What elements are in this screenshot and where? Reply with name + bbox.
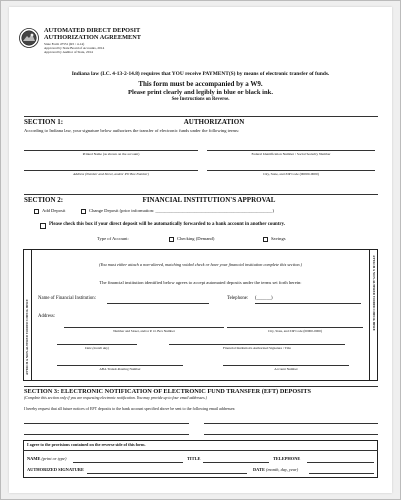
w9-requirement: This form must be accompanied by a W9. [138, 80, 263, 88]
fi-telephone-label: Telephone: [227, 296, 249, 301]
telephone-label: TELEPHONE [273, 456, 301, 461]
fi-city-label: City, State, and ZIP Code (00000-0000) [268, 329, 322, 333]
checking-checkbox[interactable] [169, 237, 174, 242]
fi-agreement-text: The financial institution identified below agrees to accept automated deposits under the terms set forth herein: [99, 280, 302, 285]
email-field-4[interactable] [204, 434, 378, 435]
fi-city-field[interactable] [227, 327, 363, 328]
form-title-line1: AUTOMATED DIRECT DEPOSIT [44, 27, 141, 34]
title-field[interactable] [203, 462, 269, 463]
section1-title: AUTHORIZATION [183, 118, 245, 126]
account-number-field[interactable] [223, 365, 349, 366]
checking-label: Checking (Demand) [177, 236, 215, 241]
savings-label: Savings [271, 236, 286, 241]
state-seal-logo [19, 28, 39, 48]
printed-name-label: Printed Name (as shown on the account) [82, 152, 140, 156]
address-field[interactable] [24, 170, 198, 171]
change-deposit-label: Change Deposit (prior information: ___________________________________________________) [89, 208, 275, 213]
form-info-line: State Form 47551 (R5 / 4-14) [44, 42, 85, 46]
forward-foreign-label: Please check this box if your direct deposit will be automatically forwarded to a bank account in another country. [49, 222, 285, 227]
law-statement: Indiana law (I.C. 4-13-2-14.8) requires that YOU receive PAYMENT(S) by means of electronic transfer of funds. [71, 71, 330, 77]
aba-routing-field[interactable] [57, 365, 183, 366]
email-field-1[interactable] [24, 423, 189, 424]
fi-street-field[interactable] [64, 327, 224, 328]
aba-routing-label: ABA Transit-Routing Number [99, 367, 141, 371]
agreement-statement: I agree to the provisions contained on the reverse side of this form. [27, 442, 146, 447]
city-field[interactable] [207, 170, 375, 171]
section2-rule [24, 194, 378, 195]
account-number-label: Account Number [274, 367, 298, 371]
date-field[interactable] [309, 473, 374, 474]
form-page [9, 7, 392, 493]
add-deposit-label: Add Deposit [42, 208, 66, 213]
section1-heading: SECTION 1: [24, 118, 64, 126]
fi-name-label: Name of Financial Institution: [38, 296, 96, 301]
authorized-signature-label: AUTHORIZED SIGNATURE [27, 467, 84, 472]
form-title-line2: AUTHORIZATION AGREEMENT [44, 34, 141, 41]
fi-address-label: Address: [38, 314, 56, 319]
voided-check-side-label-left: ATTACH A NON-ALTERED VOIDED CHECK HERE [25, 299, 29, 375]
add-deposit-checkbox[interactable] [34, 209, 39, 214]
section1-text: According to Indiana law, your signature below authorizes the transfer of electronic funds under the following terms: [24, 128, 240, 133]
voided-check-note: (You must either attach a non-altered, matching voided check or have your financial institution complete this section.) [98, 262, 303, 267]
voided-check-box[interactable] [23, 249, 378, 381]
name-label: NAME (print or type) [27, 456, 67, 461]
section1-rule [24, 116, 378, 117]
forward-foreign-checkbox[interactable] [40, 223, 46, 229]
fi-street-label: Number and Street, and/or P. O. Box Number [113, 329, 175, 333]
date-label: DATE (month, day, year) [253, 467, 299, 472]
voided-check-side-label-right: ATTACH A NON-ALTERED VOIDED CHECK HERE [372, 255, 376, 331]
telephone-field[interactable] [307, 462, 374, 463]
email-field-2[interactable] [204, 423, 378, 424]
section2-title: FINANCIAL INSTITUTION'S APPROVAL [142, 196, 276, 204]
fi-signature-label: Financial Institution's Authorized Signature / Title [223, 346, 291, 350]
reverse-instruction: See Instructions on Reverse. [171, 97, 230, 102]
account-type-label: Type of Account: [97, 236, 129, 241]
fi-signature-field[interactable] [169, 344, 345, 345]
form-info-line: Approved by State Board of Accounts, 2014 [44, 46, 105, 50]
fi-telephone-area: (______) [255, 296, 273, 301]
fi-telephone-field[interactable] [255, 303, 361, 304]
savings-checkbox[interactable] [263, 237, 268, 242]
change-deposit-checkbox[interactable] [81, 209, 86, 214]
fein-field[interactable] [207, 150, 375, 151]
section3-request: I hereby request that all future notices of EFT deposits to the bank account specified above be sent to the following email addresses: [24, 406, 236, 411]
printed-name-field[interactable] [24, 150, 198, 151]
fi-date-field[interactable] [57, 344, 137, 345]
fein-label: Federal Identification Number / Social Security Number [251, 152, 331, 156]
section3-heading: SECTION 3: ELECTRONIC NOTIFICATION OF ELECTRONIC FUND TRANSFER (EFT) DEPOSITS [24, 388, 311, 395]
form-info-line: Approved by Auditor of State, 2014 [44, 50, 93, 54]
authorized-signature-field[interactable] [87, 473, 247, 474]
title-label: TITLE [187, 456, 201, 461]
fi-name-field[interactable] [107, 303, 209, 304]
city-label: City, State, and ZIP Code (00000-0000) [263, 172, 319, 176]
ink-instruction: Please print clearly and legibly in blue or black ink. [128, 89, 273, 96]
section3-subnote: (Complete this section only if you are requesting electronic notification. You may provide up to four email addresses.) [24, 396, 207, 400]
fi-date-label: Date (month day) [85, 346, 109, 350]
address-label: Address (Number and Street, and/or PO Box Number) [73, 172, 149, 176]
section2-heading: SECTION 2: [24, 196, 64, 204]
email-field-3[interactable] [24, 434, 189, 435]
name-field[interactable] [73, 462, 183, 463]
section3-rule [24, 386, 378, 387]
agreement-rule [23, 450, 378, 451]
